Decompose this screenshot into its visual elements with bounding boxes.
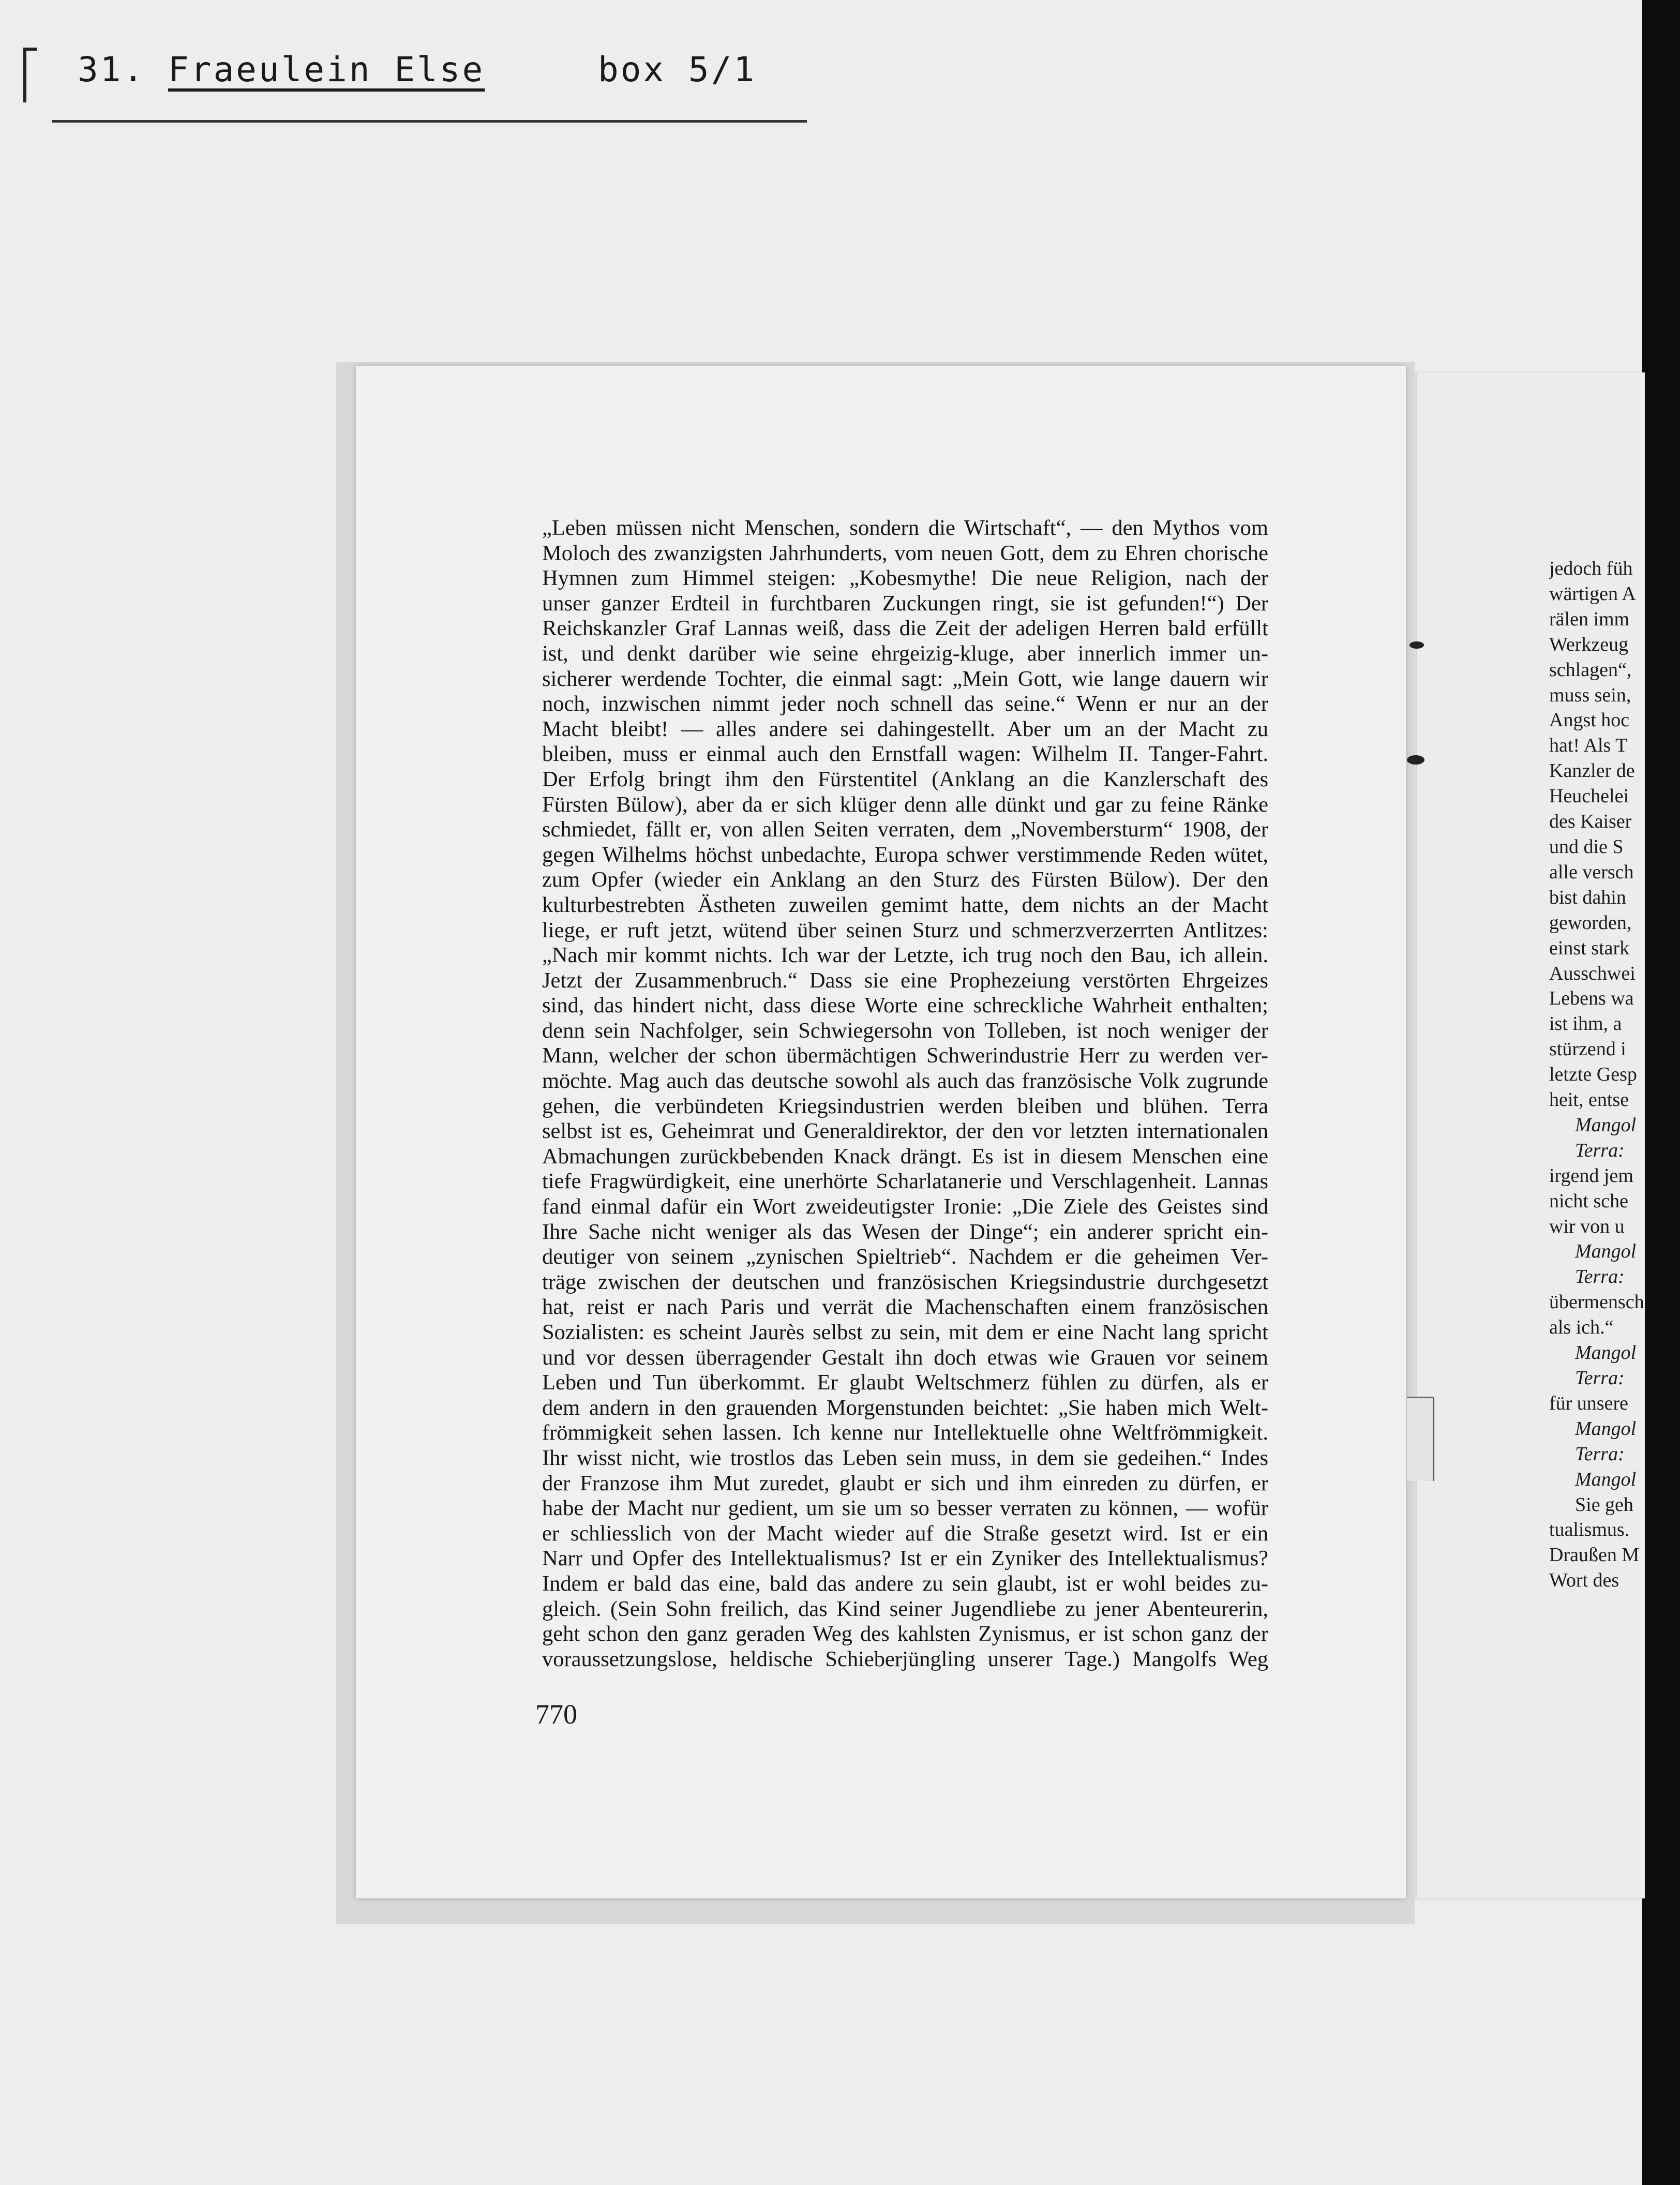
facing-text-line: Terra:	[1575, 1266, 1625, 1288]
text-line: Abmachungen zurückbebenden Knack drängt. Es ist in diesem Menschen eine	[542, 1144, 1268, 1169]
header-rule	[52, 120, 807, 123]
facing-text-line: tualismus.	[1549, 1519, 1630, 1541]
text-line: und vor dessen überragender Gestalt ihn doch etwas wie Grauen vor seinem	[542, 1345, 1268, 1370]
paper-tab	[1407, 1397, 1434, 1481]
text-line: tiefe Fragwürdigkeit, eine unerhörte Scharlatanerie und Verschlagenheit. Lannas	[542, 1169, 1268, 1194]
facing-text-line: Mangol	[1575, 1417, 1637, 1440]
text-line: „Leben müssen nicht Menschen, sondern die Wirtschaft“, — den Mythos vom	[542, 516, 1268, 540]
facing-text-line: Heuchelei	[1549, 785, 1629, 807]
text-line: liege, er ruft jetzt, wütend über seinen Sturz und schmerzverzerrten Antlitzes:	[542, 918, 1268, 942]
facing-text-line: Mangol	[1575, 1240, 1637, 1263]
text-line: Fürsten Bülow), aber da er sich klüger denn alle dünkt und gar zu feine Ränke	[542, 792, 1268, 817]
facing-text-line: einst stark	[1549, 937, 1630, 959]
facing-text-line: übermensch	[1549, 1291, 1644, 1313]
facing-text-line: Terra:	[1575, 1139, 1625, 1161]
text-line: Reichskanzler Graf Lannas weiß, dass die Zeit der adeligen Herren bald erfüllt	[542, 616, 1268, 641]
text-line: deutiger von seinem „zynischen Spieltrieb“. Nachdem er die geheimen Ver-	[542, 1245, 1268, 1269]
facing-text-line: Wort des	[1549, 1569, 1619, 1592]
text-line: schmiedet, fällt er, von allen Seiten verraten, dem „Novembersturm“ 1908, der	[542, 817, 1268, 842]
facing-text-line: jedoch füh	[1549, 558, 1633, 579]
text-line: gegen Wilhelms höchst unbedachte, Europa schwer verstimmende Reden wütet,	[542, 842, 1268, 867]
text-line: sind, das hindert nicht, dass diese Worte eine schreckliche Wahrheit enthalten;	[542, 993, 1268, 1018]
facing-text-line: als ich.“	[1549, 1316, 1614, 1339]
facing-text-line: Mangol	[1575, 1468, 1637, 1490]
text-line: Jetzt der Zusammenbruch.“ Dass sie eine Prophezeiung verstörten Ehrgeizes	[542, 968, 1268, 993]
facing-text-line: stürzend i	[1549, 1038, 1626, 1060]
facing-text-line: wärtigen A	[1549, 582, 1636, 605]
article-body	[542, 516, 1268, 1672]
text-line: kulturbestrebten Ästheten zuweilen gemimt hatte, dem nichts an der Macht	[542, 892, 1268, 917]
text-line: Ihr wisst nicht, wie trostlos das Leben sein muss, in dem sie gedeihen.“ Indes	[542, 1445, 1268, 1470]
text-line: unser ganzer Erdteil in furchtbaren Zuckungen ringt, sie ist gefunden!“) Der	[542, 591, 1268, 616]
text-line: Hymnen zum Himmel steigen: „Kobesmythe! Die neue Religion, nach der	[542, 566, 1268, 591]
text-line: Sozialisten: es scheint Jaurès selbst zu sein, mit dem er eine Nacht lang spricht	[542, 1320, 1268, 1344]
facing-text-line: nicht sche	[1549, 1190, 1629, 1212]
text-line: „Nach mir kommt nichts. Ich war der Letzte, ich trug noch den Bau, ich allein.	[542, 943, 1268, 968]
text-line: fand einmal dafür ein Wort zweideutigster Ironie: „Die Ziele des Geistes sind	[542, 1194, 1268, 1219]
folder-box: box 5/1	[597, 50, 757, 89]
scan-border-strip	[1642, 0, 1680, 2185]
facing-text-line: des Kaiser	[1549, 811, 1632, 833]
facing-text-line: bist dahin	[1549, 886, 1626, 908]
text-line: frömmigkeit sehen lassen. Ich kenne nur Intellektuelle ohne Weltfrömmigkeit.	[542, 1420, 1268, 1445]
facing-text-line: Terra:	[1575, 1367, 1625, 1389]
text-line: gehen, die verbündeten Kriegsindustrien werden bleiben und blühen. Terra	[542, 1094, 1268, 1118]
facing-text-line: geworden,	[1549, 911, 1632, 934]
facing-text-line: Ausschwei	[1549, 962, 1636, 984]
text-line: Indem er bald das eine, bald das andere zu sein glaubt, ist er wohl beides zu-	[542, 1571, 1268, 1596]
text-line: bleiben, muss er einmal auch den Ernstfall wagen: Wilhelm II. Tanger-Fahrt.	[542, 742, 1268, 767]
facing-text-line: Kanzler de	[1549, 760, 1635, 782]
facing-text-line: Terra:	[1575, 1443, 1625, 1465]
facing-text-line: heit, entse	[1549, 1089, 1629, 1111]
facing-text-line: Werkzeug	[1549, 633, 1629, 655]
facing-page-text	[1549, 556, 1645, 1611]
text-line: Der Erfolg bringt ihm den Fürstentitel (Anklang an die Kanzlerschaft des	[542, 767, 1268, 791]
text-line: Ihre Sache nicht weniger als das Wesen der Dinge“; ein anderer spricht ein-	[542, 1219, 1268, 1244]
facing-text-line: letzte Gesp	[1549, 1064, 1637, 1086]
page-number: 770	[535, 1699, 577, 1730]
text-line: Mann, welcher der schon übermächtigen Schwerindustrie Herr zu werden ver-	[542, 1043, 1268, 1068]
facing-text-line: Lebens wa	[1549, 987, 1634, 1010]
facing-text-line: irgend jem	[1549, 1164, 1633, 1187]
text-line: gleich. (Sein Sohn freilich, das Kind seiner Jugendliebe zu jener Abenteurerin,	[542, 1596, 1268, 1621]
folder-number: 31.	[78, 50, 146, 89]
text-line: er schliesslich von der Macht wieder auf die Straße gesetzt wird. Ist er ein	[542, 1521, 1268, 1546]
facing-text-line: alle versch	[1549, 861, 1634, 883]
text-line: voraussetzungslose, heldische Schieberjüngling unserer Tage.) Mangolfs Weg	[542, 1647, 1268, 1671]
text-line: Leben und Tun überkommt. Er glaubt Weltschmerz fühlen zu dürfen, als er	[542, 1370, 1268, 1395]
text-line: denn sein Nachfolger, sein Schwiegersohn von Tolleben, ist noch weniger der	[542, 1018, 1268, 1043]
text-line: noch, inzwischen nimmt jeder noch schnell das seine.“ Wenn er nur an der	[542, 692, 1268, 716]
folder-title: Fraeulein Else	[168, 50, 485, 89]
text-line: Narr und Opfer des Intellektualismus? Ist er ein Zyniker des Intellektualismus?	[542, 1546, 1268, 1571]
text-line: sicherer werdende Tochter, die einmal sagt: „Mein Gott, wie lange dauern wir	[542, 666, 1268, 691]
facing-text-line: muss sein,	[1549, 684, 1631, 706]
text-line: hat, reist er nach Paris und verrät die Machenschaften einem französischen	[542, 1295, 1268, 1320]
text-line: geht schon den ganz geraden Weg des kahlsten Zynismus, er ist schon ganz der	[542, 1622, 1268, 1647]
facing-text-line: Angst hoc	[1549, 709, 1630, 731]
staple-mark	[1407, 755, 1424, 765]
text-line: zum Opfer (wieder ein Anklang an den Sturz des Fürsten Bülow). Der den	[542, 867, 1268, 892]
text-line: selbst ist es, Geheimrat und Generaldirektor, der den vor letzten internationalen	[542, 1119, 1268, 1144]
facing-text-line: Mangol	[1575, 1342, 1637, 1364]
facing-text-line: hat! Als T	[1549, 735, 1628, 757]
text-line: Moloch des zwanzigsten Jahrhunderts, vom neuen Gott, dem zu Ehren chorische	[542, 541, 1268, 565]
facing-text-line: schlagen“,	[1549, 659, 1632, 681]
folder-header-label	[78, 50, 756, 89]
facing-text-line: ist ihm, a	[1549, 1013, 1622, 1035]
corner-bracket-mark	[23, 48, 37, 102]
text-line: ist, und denkt darüber wie seine ehrgeizig-kluge, aber innerlich immer un-	[542, 641, 1268, 666]
text-line: habe der Macht nur gedient, um sie um so besser verraten zu können, — wofür	[542, 1496, 1268, 1521]
facing-text-line: Sie geh	[1575, 1493, 1633, 1516]
text-line: möchte. Mag auch das deutsche sowohl als auch das französische Volk zugrunde	[542, 1069, 1268, 1094]
staple-mark	[1409, 641, 1424, 649]
facing-text-line: Mangol	[1575, 1114, 1637, 1136]
facing-text-line: für unsere	[1549, 1392, 1628, 1414]
facing-text-line: Draußen M	[1549, 1544, 1640, 1566]
text-line: Macht bleibt! — alles andere sei dahingestellt. Aber um an der Macht zu	[542, 716, 1268, 741]
text-line: dem andern in den grauenden Morgenstunden beichtet: „Sie haben mich Welt-	[542, 1395, 1268, 1420]
facing-text-line: rälen imm	[1549, 608, 1630, 630]
facing-text-line: und die S	[1549, 835, 1624, 858]
facing-text-line: wir von u	[1549, 1215, 1625, 1237]
text-line: der Franzose ihm Mut zuredet, glaubt er sich und ihm einreden zu dürfen, er	[542, 1471, 1268, 1495]
text-line: träge zwischen der deutschen und französischen Kriegsindustrie durchgesetzt	[542, 1269, 1268, 1294]
